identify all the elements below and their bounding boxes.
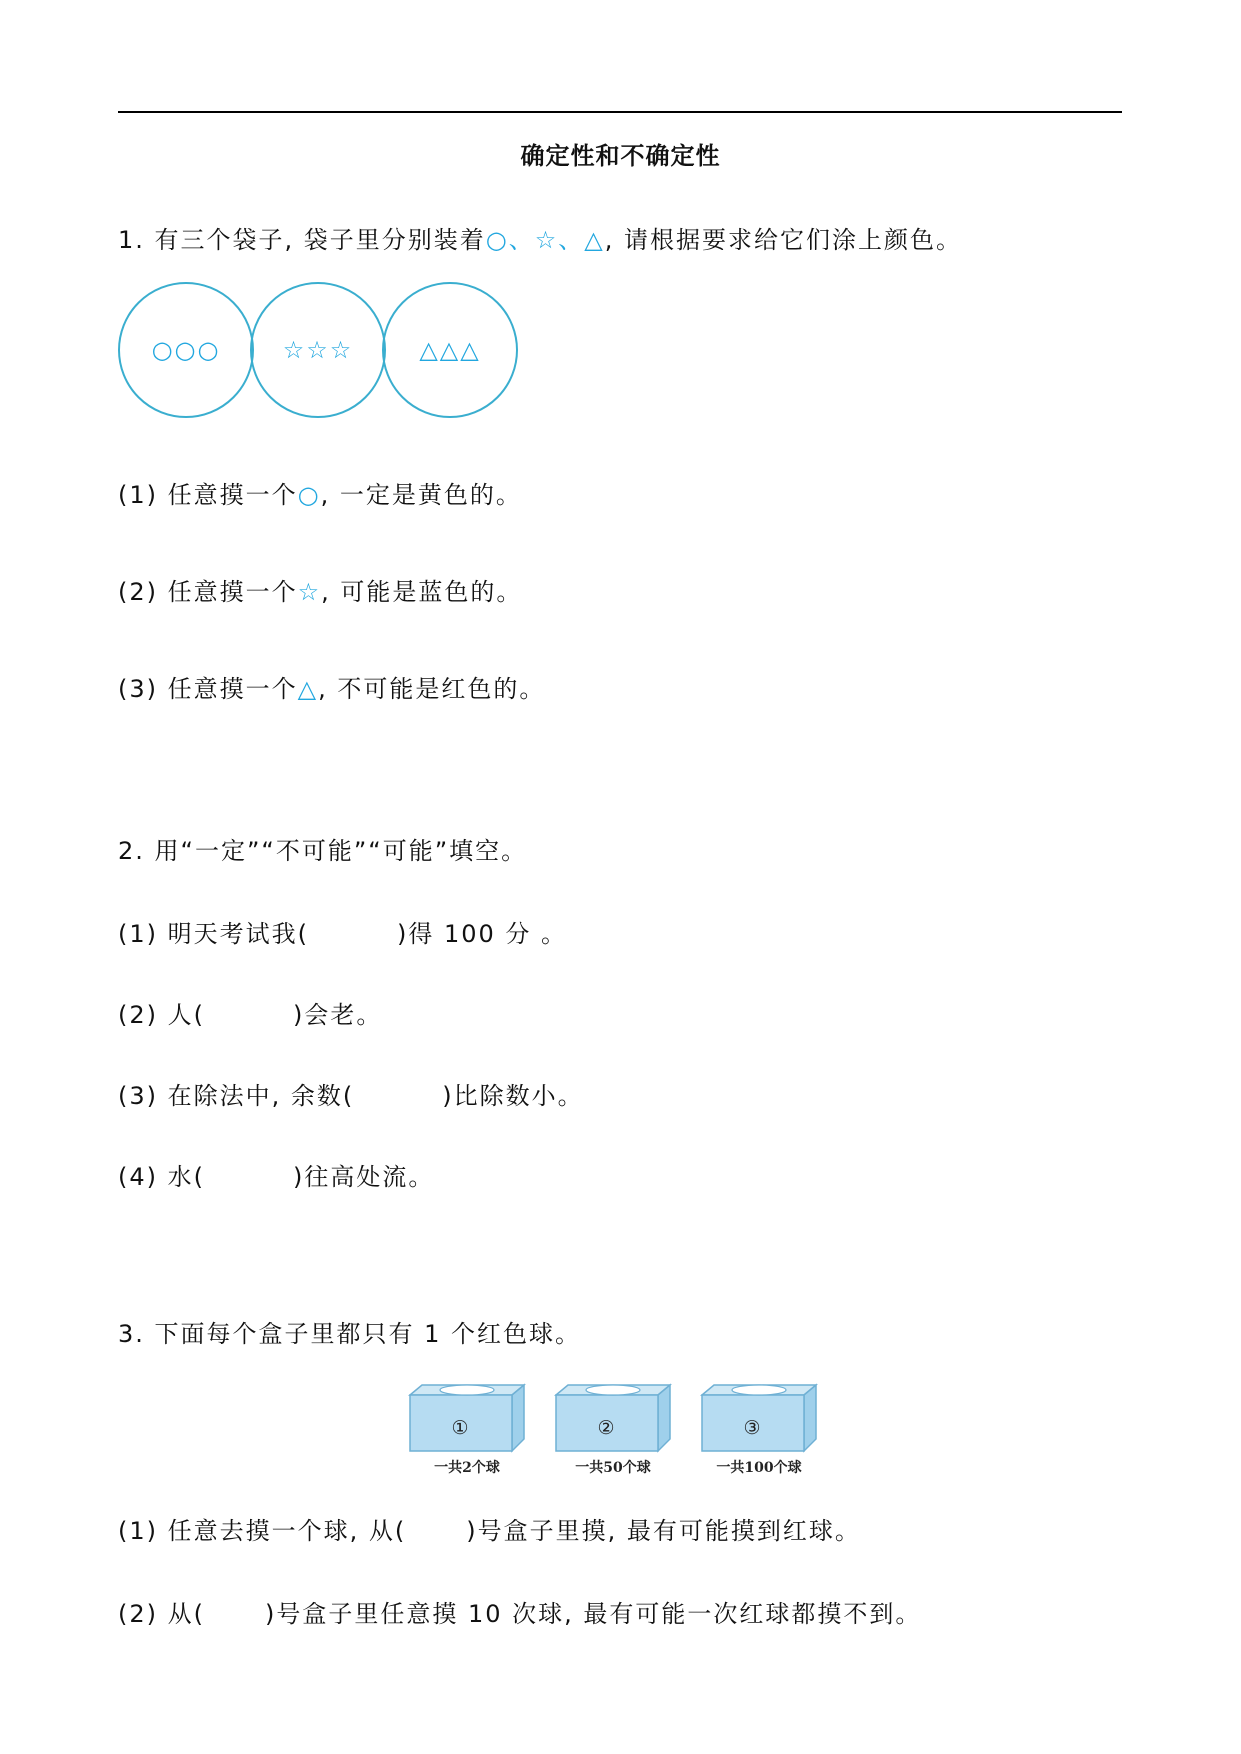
bag-triangles: △△△ [382, 282, 518, 418]
q2-item-4-before: (4) 水( [118, 1163, 205, 1191]
q3-item-1-before: (1) 任意去摸一个球, 从( [118, 1517, 407, 1545]
box-1 [408, 1383, 526, 1479]
q1-item-3 [118, 669, 545, 704]
q1-item-2-prefix: (2) 任意摸一个 [118, 578, 298, 606]
q2-item-3-after: )比除数小。 [442, 1082, 584, 1110]
q3-item-1 [118, 1511, 861, 1546]
q1-item-3-suffix: , 不可能是红色的。 [318, 675, 546, 703]
page-title: 确定性和不确定性 [520, 141, 721, 170]
q3-item-2-before: (2) 从( [118, 1600, 205, 1628]
box-2-caption: 一共50个球 [575, 1460, 651, 1476]
q2-item-1-after: )得 100 分 。 [397, 920, 568, 948]
bags-figure [118, 282, 522, 420]
q1-item-1 [118, 475, 522, 510]
circle-symbol: ○ [297, 481, 321, 509]
q1-heading [118, 220, 962, 255]
box-3-caption: 一共100个球 [716, 1460, 802, 1476]
q3-item-2 [118, 1594, 921, 1629]
q3-item-2-after: )号盒子里任意摸 10 次球, 最有可能一次红球都摸不到。 [265, 1600, 922, 1628]
q2-item-3-before: (3) 在除法中, 余数( [118, 1082, 355, 1110]
box-1-caption: 一共2个球 [434, 1460, 500, 1476]
q2-item-2-after: )会老。 [293, 1001, 383, 1029]
q2-heading: 2. 用“一定”“不可能”“可能”填空。 [118, 837, 528, 865]
q3-item-1-after: )号盒子里摸, 最有可能摸到红球。 [466, 1517, 861, 1545]
q1-item-3-prefix: (3) 任意摸一个 [118, 675, 298, 703]
q1-heading-prefix: 1. 有三个袋子, 袋子里分别装着 [118, 226, 486, 254]
q2-item-1 [118, 914, 567, 949]
q1-item-1-suffix: , 一定是黄色的。 [320, 481, 522, 509]
box-3 [700, 1383, 818, 1479]
header-rule [118, 111, 1122, 113]
bag-stars: ☆☆☆ [250, 282, 386, 418]
bag-circles: ○○○ [118, 282, 254, 418]
q1-heading-suffix: , 请根据要求给它们涂上颜色。 [604, 226, 962, 254]
star-symbol: ☆ [297, 578, 322, 606]
q3-heading: 3. 下面每个盒子里都只有 1 个红色球。 [118, 1320, 582, 1348]
box-2 [554, 1383, 672, 1479]
q2-item-2-before: (2) 人( [118, 1001, 205, 1029]
q1-item-2-suffix: , 可能是蓝色的。 [321, 578, 523, 606]
q2-item-4-after: )往高处流。 [293, 1163, 435, 1191]
box-1-number: ① [451, 1417, 469, 1439]
boxes-figure [408, 1383, 828, 1479]
q1-item-1-prefix: (1) 任意摸一个 [118, 481, 298, 509]
q2-item-4 [118, 1157, 434, 1192]
q2-item-2 [118, 995, 382, 1030]
q1-heading-symbols: ○、☆、△ [485, 226, 605, 254]
box-3-number: ③ [743, 1417, 761, 1439]
q2-item-1-before: (1) 明天考试我( [118, 920, 309, 948]
q1-item-2 [118, 572, 522, 607]
q2-item-3 [118, 1076, 584, 1111]
triangle-symbol: △ [297, 675, 319, 703]
box-2-number: ② [597, 1417, 615, 1439]
